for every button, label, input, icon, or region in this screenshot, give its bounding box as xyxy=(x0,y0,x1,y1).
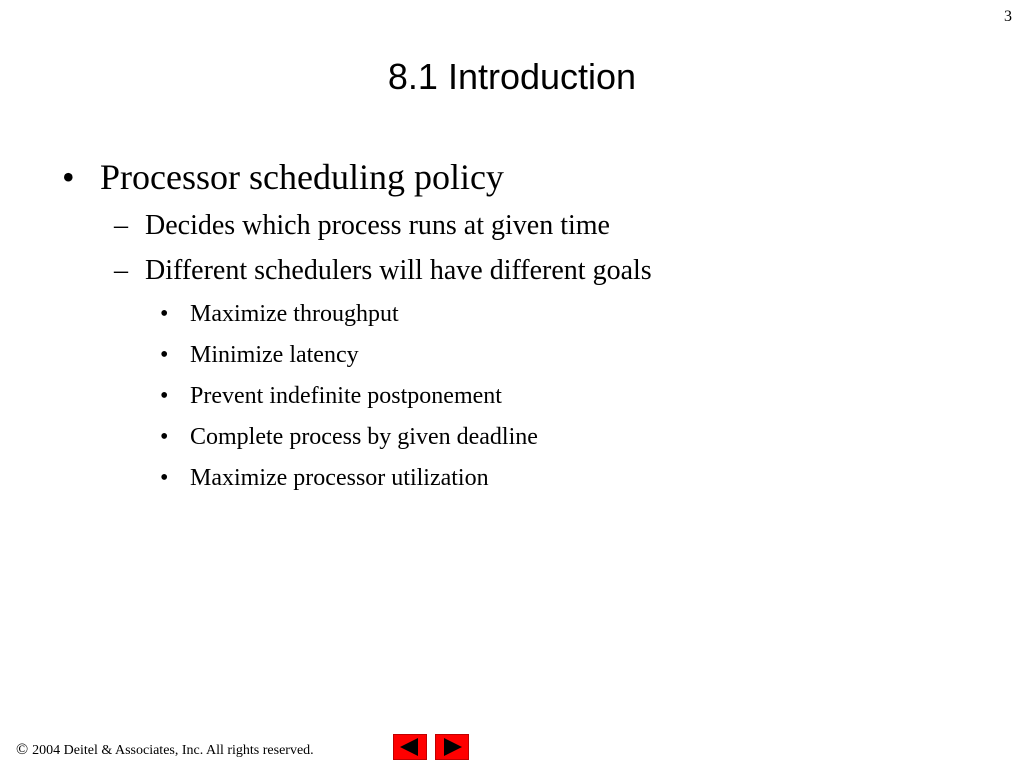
bullet-text: Maximize throughput xyxy=(190,301,399,327)
bullet-text: Decides which process runs at given time xyxy=(145,210,610,241)
bullet-marker: • xyxy=(160,342,169,368)
right-arrow-icon xyxy=(436,735,468,759)
left-arrow-icon xyxy=(394,735,426,759)
bullet-text: Different schedulers will have different goals xyxy=(145,255,652,286)
bullet-marker: • xyxy=(160,424,169,450)
goal-item-deadline xyxy=(160,420,538,454)
goal-item-latency xyxy=(160,338,359,372)
copyright-icon: © xyxy=(16,741,29,758)
copyright-footer xyxy=(16,740,314,761)
bullet-marker: • xyxy=(160,465,169,491)
goal-item-utilization xyxy=(160,461,489,495)
bullet-text: Processor scheduling policy xyxy=(100,157,504,197)
goal-item-postponement xyxy=(160,379,502,413)
bullet-item-processor-scheduling-policy xyxy=(62,150,504,204)
dash-marker: – xyxy=(114,210,128,241)
goal-item-throughput xyxy=(160,297,399,331)
bullet-text: Minimize latency xyxy=(190,342,359,368)
bullet-text: Complete process by given deadline xyxy=(190,424,538,450)
bullet-marker: • xyxy=(160,383,169,409)
page-number: 3 xyxy=(1004,8,1012,25)
bullet-text: Prevent indefinite postponement xyxy=(190,383,502,409)
dash-marker: – xyxy=(114,255,128,286)
bullet-marker: • xyxy=(62,157,75,197)
next-slide-button[interactable] xyxy=(435,734,469,760)
previous-slide-button[interactable] xyxy=(393,734,427,760)
bullet-text: Maximize processor utilization xyxy=(190,465,489,491)
bullet-marker: • xyxy=(160,301,169,327)
copyright-text: 2004 Deitel & Associates, Inc. All rights reserved. xyxy=(32,743,314,758)
slide-title: 8.1 Introduction xyxy=(387,56,637,97)
sub-bullet-item-decides xyxy=(114,206,610,246)
sub-bullet-item-different-schedulers xyxy=(114,251,652,291)
